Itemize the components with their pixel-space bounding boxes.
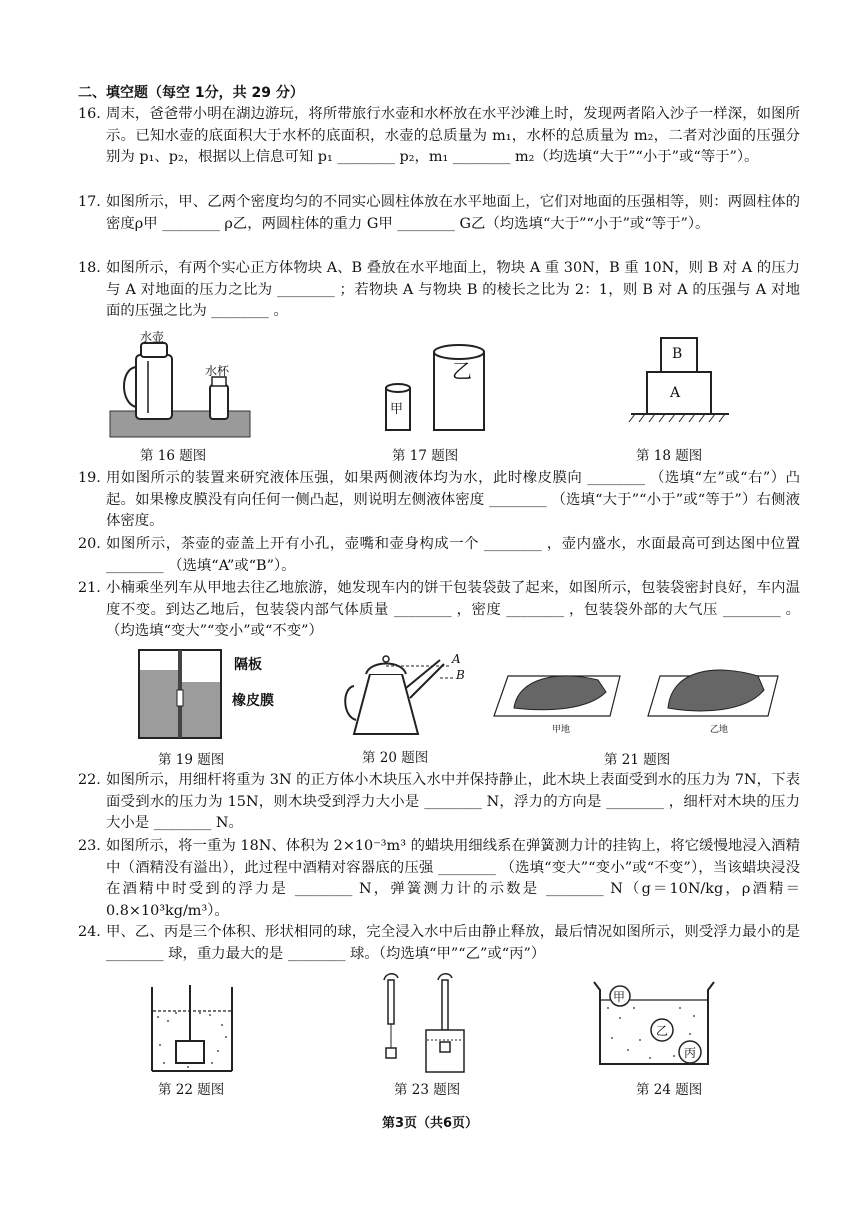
question-text: 周末，爸爸带小明在湖边游玩，将所带旅行水壶和水杯放在水平沙滩上时，发现两者陷入沙子一样深，如图所示。已知水壶的底面积大于水杯的底面积，水壶的总质量为 m₁，水杯的总质量为 m₂，二者对沙面的压强分别为 p₁、p₂，根据以上信息可知 p₁ ________ p₂，m₁ ________ m₂（均选填“大于”“小于”或“等于”）。 bbox=[106, 106, 800, 165]
figure-17-cylinders bbox=[380, 340, 500, 440]
question-number: 18. bbox=[78, 260, 101, 276]
cylinder-yi-label: 乙 bbox=[452, 359, 472, 383]
figure-23-caption: 第 23 题图 bbox=[394, 1082, 461, 1098]
question-text: 如图所示，将一重为 18N、体积为 2×10⁻³m³ 的蜡块用细线系在弹簧测力计的挂钩上，将它缓慢地浸入酒精中（酒精没有溢出），此过程中酒精对容器底的压强 ________ （选填“变大”“变小”或“不变”），当该蜡块浸没在酒精中时受到的浮力是 ________ N，弹簧测力计的示数是 ________ N（g＝10N/kg，ρ酒精＝0.8×10³kg/m³）。 bbox=[106, 838, 800, 919]
ball-bing-label: 丙 bbox=[684, 1046, 697, 1060]
figure-24-caption: 第 24 题图 bbox=[636, 1082, 703, 1098]
question-number: 23. bbox=[78, 838, 101, 854]
block-a-label: A bbox=[670, 385, 681, 401]
question-text: 小楠乘坐列车从甲地去往乙地旅游，她发现车内的饼干包装袋鼓了起来，如图所示，包装袋密封良好，车内温度不变。到达乙地后，包装袋内部气体质量 ________ ，密度 ________ ，包装袋外部的大气压 ________ 。（均选填“变大”“变小”或“不变”） bbox=[106, 580, 800, 639]
question-21 bbox=[78, 578, 800, 643]
figure-16-kettle-cup bbox=[108, 325, 258, 440]
question-text: 如图所示，甲、乙两个密度均匀的不同实心圆柱体放在水平地面上，它们对地面的压强相等，则：两圆柱体的密度ρ甲 ________ ρ乙，两圆柱体的重力 G甲 ________ G乙（均选填“大于”“小于”或“等于”）。 bbox=[106, 194, 800, 232]
ball-jia-label: 甲 bbox=[613, 990, 626, 1004]
question-text: 如图所示，有两个实心正方体物块 A、B 叠放在水平地面上，物块 A 重 30N，B 重 10N，则 B 对 A 的压力与 A 对地面的压力之比为 ________ ；若物块 A 与物块 B 的棱长之比为 2：1，则 B 对 A 的压强与 A 对地面的压强之比为 ________ 。 bbox=[106, 260, 800, 319]
figure-22-caption: 第 22 题图 bbox=[158, 1082, 225, 1098]
question-number: 24. bbox=[78, 924, 101, 940]
figure-19-container bbox=[135, 648, 235, 743]
figure-19-caption: 第 19 题图 bbox=[158, 752, 225, 768]
question-17 bbox=[78, 192, 800, 235]
figure-21-packages bbox=[488, 660, 788, 730]
question-number: 19. bbox=[78, 470, 101, 486]
question-number: 21. bbox=[78, 580, 101, 596]
membrane-label: 橡皮膜 bbox=[232, 693, 274, 709]
place-jia-label: 甲地 bbox=[552, 725, 571, 735]
place-yi-label: 乙地 bbox=[710, 725, 729, 735]
figure-20-teapot bbox=[340, 646, 470, 741]
question-number: 16. bbox=[78, 106, 101, 122]
cup-label: 水杯 bbox=[205, 364, 230, 378]
question-text: 如图所示，茶壶的壶盖上开有小孔，壶嘴和壶身构成一个 ________ ，壶内盛水，水面最高可到达图中位置 ________ （选填“A”或“B”）。 bbox=[106, 536, 800, 574]
figure-17-caption: 第 17 题图 bbox=[392, 448, 459, 464]
question-18 bbox=[78, 258, 800, 323]
question-number: 20. bbox=[78, 536, 101, 552]
question-22 bbox=[78, 770, 800, 835]
figure-23-spring-scale bbox=[376, 970, 476, 1078]
position-b-label: B bbox=[456, 668, 465, 682]
figure-18-caption: 第 18 题图 bbox=[636, 448, 703, 464]
partition-label: 隔板 bbox=[234, 657, 262, 673]
figure-21-caption: 第 21 题图 bbox=[604, 752, 671, 768]
question-19 bbox=[78, 468, 800, 533]
question-number: 17. bbox=[78, 194, 101, 210]
block-b-label: B bbox=[672, 346, 683, 362]
position-a-label: A bbox=[452, 652, 461, 666]
question-23 bbox=[78, 836, 800, 922]
question-text: 用如图所示的装置来研究液体压强，如果两侧液体均为水，此时橡皮膜向 ________ （选填“左”或“右”）凸起。如果橡皮膜没有向任何一侧凸起，则说明左侧液体密度 ________ （选填“大于”“小于”或“等于”）右侧液体密度。 bbox=[106, 470, 800, 529]
figure-22-block-in-water bbox=[148, 985, 238, 1077]
section-title: 二、填空题（每空 1分，共 29 分） bbox=[78, 85, 304, 101]
page-footer: 第3页（共6页） bbox=[381, 1116, 479, 1131]
kettle-label: 水壶 bbox=[140, 330, 165, 344]
question-20 bbox=[78, 534, 800, 577]
question-24 bbox=[78, 922, 800, 965]
figure-18-blocks bbox=[625, 330, 735, 430]
question-text: 如图所示，用细杆将重为 3N 的正方体小木块压入水中并保持静止，此木块上表面受到水的压力为 7N，下表面受到水的压力为 15N，则木块受到浮力大小是 ________ N，浮力的方向是 ________ ，细杆对木块的压力大小是 ________ N。 bbox=[106, 772, 800, 831]
question-text: 甲、乙、丙是三个体积、形状相同的球，完全浸入水中后由静止释放，最后情况如图所示，则受浮力最小的是 ________ 球，重力最大的是 ________ 球。（均选填“甲”“乙”或“丙”） bbox=[106, 924, 800, 962]
figure-16-caption: 第 16 题图 bbox=[140, 448, 207, 464]
figure-20-caption: 第 20 题图 bbox=[362, 750, 429, 766]
ball-yi-label: 乙 bbox=[656, 1024, 669, 1038]
question-number: 22. bbox=[78, 772, 101, 788]
cylinder-jia-label: 甲 bbox=[390, 402, 404, 417]
question-16 bbox=[78, 104, 800, 169]
figure-24-balls-in-water bbox=[590, 978, 720, 1078]
